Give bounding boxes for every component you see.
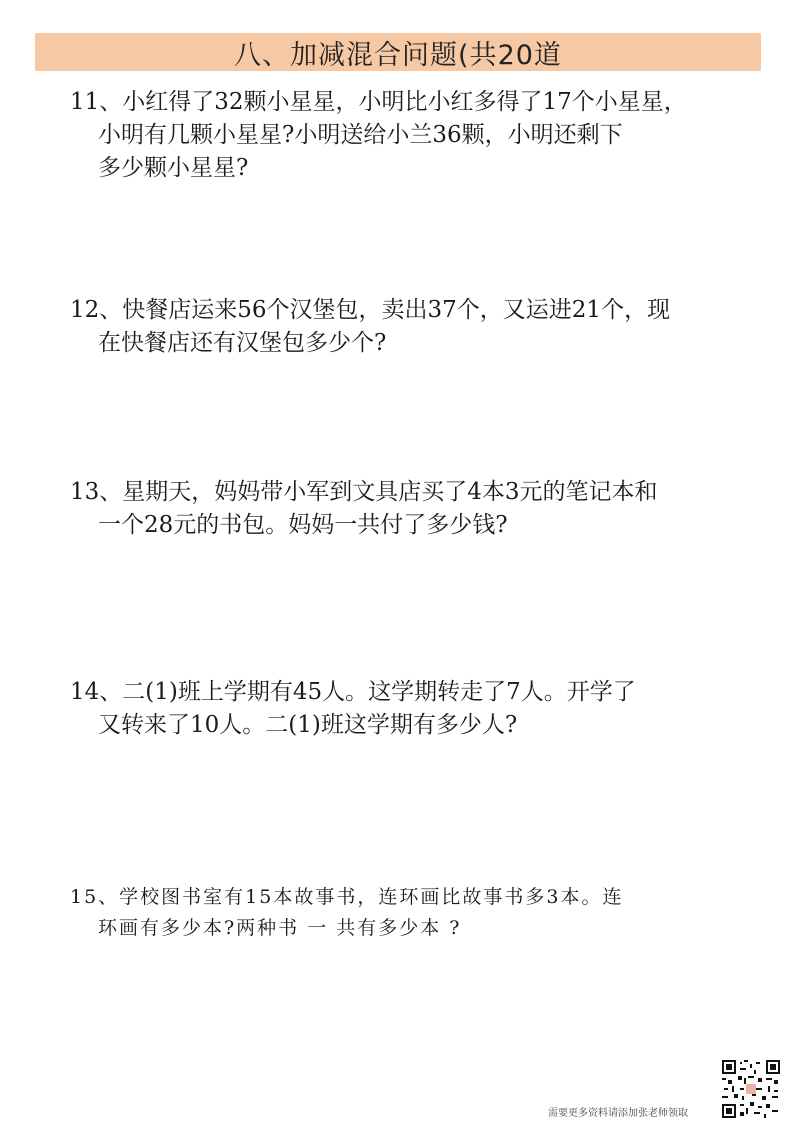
question-line: 小明有几颗小星星?小明送给小兰36颗，小明还剩下 (98, 122, 623, 148)
question-line: 11、小红得了32颗小星星，小明比小红多得了17个小星星， (70, 89, 687, 115)
question-line: 又转来了10人。二(1)班这学期有多少人? (98, 712, 518, 738)
question-15 (70, 882, 750, 944)
question-line: 多少颗小星星? (98, 155, 249, 181)
question-12 (70, 294, 750, 360)
question-14 (70, 676, 750, 742)
question-line: 一个28元的书包。妈妈一共付了多少钱? (98, 512, 508, 538)
question-11 (70, 86, 750, 185)
section-header-banner (35, 33, 761, 71)
question-line: 环画有多少本?两种书 一 共有多少本 ? (98, 917, 462, 939)
question-line: 14、二(1)班上学期有45人。这学期转走了7人。开学了 (70, 679, 636, 705)
qr-code-icon (722, 1060, 780, 1118)
question-line: 13、星期天，妈妈带小军到文具店买了4本3元的笔记本和 (70, 479, 658, 505)
question-line: 在快餐店还有汉堡包多少个? (98, 330, 387, 356)
footer-note: 需要更多资料请添加张老师领取 (548, 1108, 688, 1119)
question-13 (70, 476, 750, 542)
section-title: 八、加减混合问题(共20道 (234, 39, 562, 71)
question-line: 15、学校图书室有15本故事书，连环画比故事书多3本。连 (70, 886, 624, 908)
question-line: 12、快餐店运来56个汉堡包，卖出37个，又运进21个，现 (70, 297, 671, 323)
